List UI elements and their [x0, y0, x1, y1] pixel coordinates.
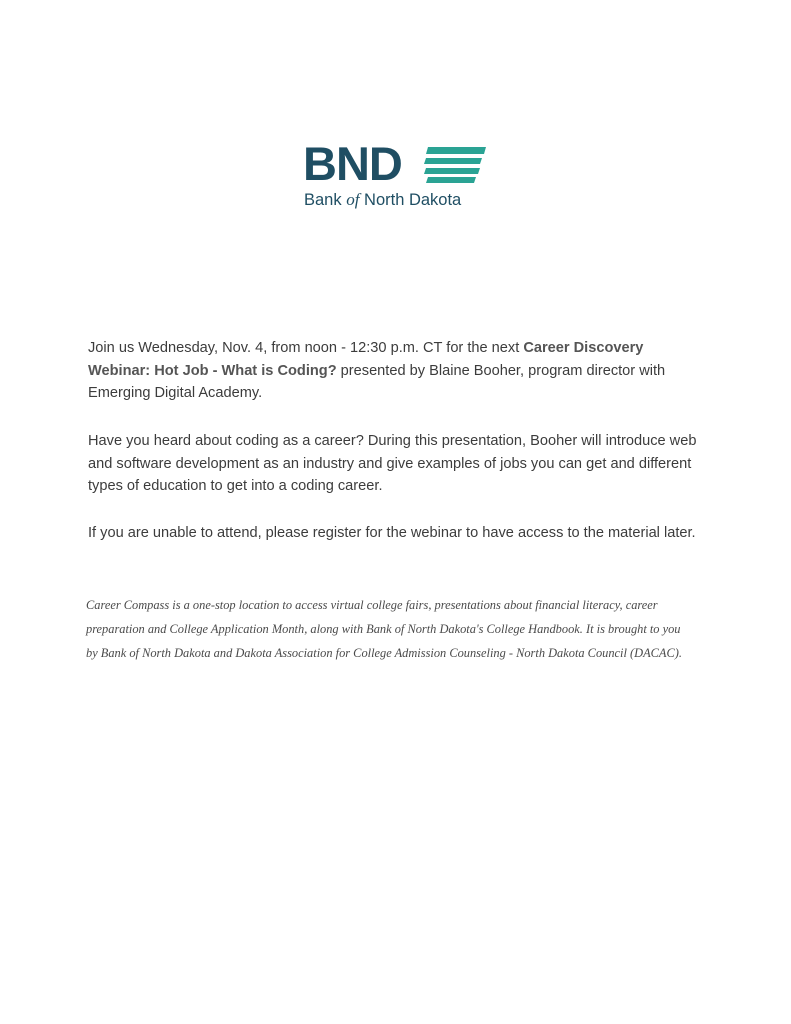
logo-bank-name — [304, 190, 461, 210]
logo-name-north-dakota: North Dakota — [359, 191, 462, 209]
announcement-presenter: presented by Blaine Booher, program director with Emerging Digital Academy. — [88, 362, 666, 401]
logo-stripe-1 — [426, 147, 486, 154]
paragraph-description: Have you heard about coding as a career? During this presentation, Booher will introduce web and software development as an industry and give examples of jobs you can get and different types of education to get into a coding career. — [88, 433, 697, 494]
career-compass-note: Career Compass is a one-stop location to access virtual college fairs, presentations about financial literacy, career preparation and College Application Month, along with Bank of North Dakota's College Handbook. It is brought to you by Bank of North Dakota and Dakota Association for College Admission Counseling - North Dakota Council (DACAC). — [86, 598, 682, 660]
webinar-title: Career Discovery Webinar: Hot Job - What is Coding? — [88, 340, 644, 379]
announcement-intro: Join us Wednesday, Nov. 4, from noon - 12:30 p.m. CT for the next — [88, 340, 524, 356]
logo-stripe-4 — [426, 177, 476, 183]
bnd-logo — [300, 137, 500, 212]
logo-stripe-3 — [424, 168, 480, 174]
logo-stripes-icon — [424, 147, 486, 183]
logo-letters: BND — [303, 137, 402, 190]
logo-mark — [303, 137, 402, 190]
logo-name-of: of — [346, 190, 360, 209]
paragraph-register: If you are unable to attend, please register for the webinar to have access to the material later. — [88, 525, 696, 541]
paragraph-webinar-announcement — [88, 337, 703, 405]
logo-stripe-2 — [424, 158, 482, 164]
logo-name-bank: Bank — [304, 191, 347, 209]
